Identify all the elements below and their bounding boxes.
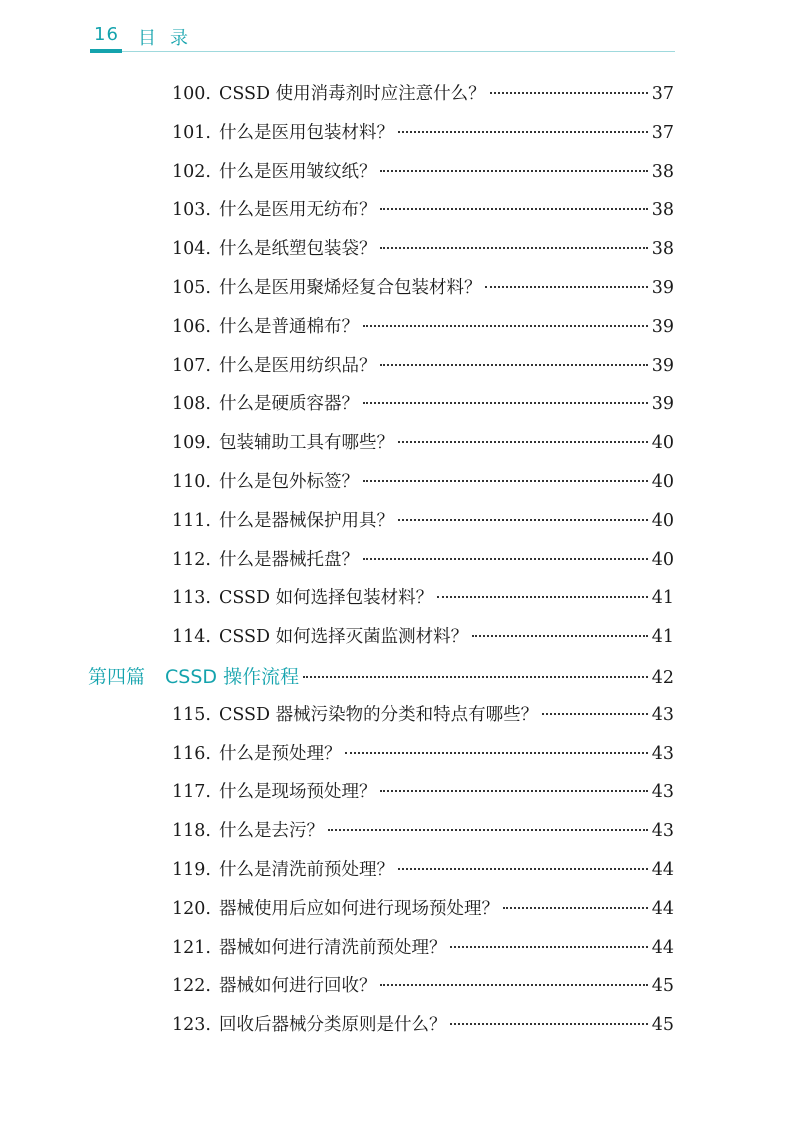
toc-entry-title: 器械如何进行清洗前预处理？ xyxy=(218,937,447,958)
toc-part-heading[interactable] xyxy=(88,662,674,692)
toc-entry[interactable] xyxy=(172,507,674,537)
toc-page-number: 43 xyxy=(651,743,674,764)
toc-entry-number: 107. xyxy=(172,355,211,376)
toc-leader-dots xyxy=(542,713,648,715)
toc-entry-number: 104. xyxy=(172,239,211,260)
toc-leader-dots xyxy=(485,286,647,288)
toc-entry-number: 101. xyxy=(172,122,211,143)
toc-leader-dots xyxy=(398,131,648,133)
toc-entry[interactable] xyxy=(172,817,674,847)
toc-entry-number: 113. xyxy=(172,588,211,609)
toc-entry-number: 118. xyxy=(172,821,211,842)
toc-entry[interactable] xyxy=(172,972,674,1002)
toc-page-number: 38 xyxy=(651,200,674,221)
toc-entry-title: 什么是去污？ xyxy=(218,821,324,842)
toc-page-number: 40 xyxy=(651,433,674,454)
toc-page-number: 39 xyxy=(651,278,674,298)
toc-entry-title: 包装辅助工具有哪些？ xyxy=(218,433,394,454)
toc-leader-dots xyxy=(380,208,647,210)
toc-leader-dots xyxy=(472,635,648,637)
toc-entry-title: 什么是清洗前预处理？ xyxy=(218,860,394,880)
toc-entry-title: CSSD 器械污染物的分类和特点有哪些？ xyxy=(218,704,539,725)
toc-page-number: 38 xyxy=(651,161,674,182)
toc-entry[interactable] xyxy=(172,701,674,731)
toc-leader-dots xyxy=(503,907,648,909)
header-rule xyxy=(90,51,675,52)
toc-part-label: 第四篇 xyxy=(88,666,146,688)
toc-leader-dots xyxy=(450,946,647,948)
header-page-number: 16 xyxy=(94,24,119,45)
toc-page-number: 40 xyxy=(651,472,674,492)
toc-entry[interactable] xyxy=(172,623,674,653)
toc-entry[interactable] xyxy=(172,895,674,925)
toc-entry-number: 112. xyxy=(172,549,211,570)
toc-entry[interactable] xyxy=(172,740,674,770)
toc-entry[interactable] xyxy=(172,429,674,459)
toc-page-number: 40 xyxy=(651,549,674,570)
toc-entry-number: 108. xyxy=(172,394,211,415)
toc-entry-title: 什么是医用纺织品？ xyxy=(218,355,377,376)
toc-leader-dots xyxy=(380,984,647,986)
toc-page-number: 43 xyxy=(651,782,674,803)
toc-page-number: 44 xyxy=(651,937,674,958)
toc-entry[interactable] xyxy=(172,934,674,964)
toc-entry[interactable] xyxy=(172,196,674,226)
toc-entry[interactable] xyxy=(172,584,674,614)
toc-entry[interactable] xyxy=(172,274,674,304)
running-header xyxy=(90,22,675,52)
toc-entry[interactable] xyxy=(172,468,674,498)
toc-leader-dots xyxy=(363,325,648,327)
toc-entry[interactable] xyxy=(172,1011,674,1041)
toc-leader-dots xyxy=(437,596,648,598)
header-accent-bar xyxy=(90,49,122,53)
toc-entry-title: 什么是包外标签？ xyxy=(218,472,359,492)
toc-leader-dots xyxy=(380,170,647,172)
toc-entry-title: CSSD 使用消毒剂时应注意什么？ xyxy=(218,84,486,104)
toc-page-number: 45 xyxy=(651,1015,674,1036)
toc-leader-dots xyxy=(328,829,648,831)
toc-part-title: CSSD 操作流程 xyxy=(165,666,300,688)
toc-entry[interactable] xyxy=(172,390,674,420)
toc-entry-number: 109. xyxy=(172,433,211,454)
toc-entry[interactable] xyxy=(172,778,674,808)
toc-page-number: 43 xyxy=(651,821,674,842)
header-title: 目录 xyxy=(138,28,202,49)
toc-entry-number: 103. xyxy=(172,200,211,221)
toc-leader-dots xyxy=(380,247,647,249)
toc-page-number: 45 xyxy=(651,976,674,997)
toc-entry[interactable] xyxy=(172,313,674,343)
toc-leader-dots xyxy=(490,92,648,94)
toc-leader-dots xyxy=(398,519,648,521)
toc-entry-number: 115. xyxy=(172,704,211,725)
toc-entry-title: 器械如何进行回收？ xyxy=(218,976,377,997)
toc-leader-dots xyxy=(363,480,648,482)
toc-page-number: 42 xyxy=(651,668,674,688)
toc-entry-number: 121. xyxy=(172,937,211,958)
toc-page-number: 37 xyxy=(651,84,674,104)
toc-entry-number: 111. xyxy=(172,510,211,531)
toc-entry[interactable] xyxy=(172,546,674,576)
toc-page-number: 37 xyxy=(651,122,674,143)
toc-entry-title: 什么是器械托盘？ xyxy=(218,549,359,570)
toc-entry[interactable] xyxy=(172,856,674,886)
toc-entry-title: CSSD 如何选择灭菌监测材料？ xyxy=(218,627,469,648)
toc-page-number: 44 xyxy=(651,898,674,919)
toc-entry[interactable] xyxy=(172,119,674,149)
toc-entry-number: 100. xyxy=(172,84,211,104)
toc-page-number: 39 xyxy=(651,355,674,376)
toc-leader-dots xyxy=(363,402,648,404)
toc-entry-number: 119. xyxy=(172,860,211,880)
toc-entry-title: 器械使用后应如何进行现场预处理？ xyxy=(218,898,499,919)
toc-leader-dots xyxy=(363,558,648,560)
toc-entry-title: 什么是硬质容器？ xyxy=(218,394,359,415)
toc-entry-title: 什么是医用无纺布？ xyxy=(218,200,377,221)
toc-page-number: 39 xyxy=(651,316,674,337)
toc-page-number: 41 xyxy=(651,627,674,648)
toc-entry-number: 117. xyxy=(172,782,211,803)
toc-entry-title: 什么是医用皱纹纸？ xyxy=(218,161,377,182)
toc-entry-title: 什么是普通棉布？ xyxy=(218,316,359,337)
toc-page-number: 43 xyxy=(651,704,674,725)
toc-page-number: 44 xyxy=(651,860,674,880)
toc-entry-number: 122. xyxy=(172,976,211,997)
toc-entry-title: 什么是现场预处理？ xyxy=(218,782,377,803)
toc-entry-number: 105. xyxy=(172,278,211,298)
toc-entry-number: 110. xyxy=(172,472,211,492)
toc-page-number: 39 xyxy=(651,394,674,415)
toc-entry-number: 120. xyxy=(172,898,211,919)
toc-entry[interactable] xyxy=(172,158,674,188)
toc-leader-dots xyxy=(380,790,647,792)
toc-entry-title: 什么是预处理？ xyxy=(218,743,342,764)
toc-page-number: 38 xyxy=(651,239,674,260)
toc-entry[interactable] xyxy=(172,352,674,382)
toc-leader-dots xyxy=(450,1023,647,1025)
toc-entry-title: 什么是纸塑包装袋？ xyxy=(218,239,377,260)
toc-leader-dots xyxy=(345,752,647,754)
toc-entry[interactable] xyxy=(172,80,674,110)
toc-entry-number: 106. xyxy=(172,316,211,337)
toc-entry-number: 102. xyxy=(172,161,211,182)
toc-entry-number: 114. xyxy=(172,627,211,648)
toc-entry-title: 回收后器械分类原则是什么？ xyxy=(218,1015,447,1036)
toc-entry-title: 什么是医用包装材料？ xyxy=(218,122,394,143)
toc-leader-dots xyxy=(380,364,647,366)
toc-entry-title: 什么是器械保护用具？ xyxy=(218,510,394,531)
toc-page-number: 40 xyxy=(651,510,674,531)
toc-entry-number: 123. xyxy=(172,1015,211,1036)
toc-leader-dots xyxy=(398,868,648,870)
toc-entry-number: 116. xyxy=(172,743,211,764)
toc-leader-dots xyxy=(398,441,648,443)
toc-entry-title: 什么是医用聚烯烃复合包装材料？ xyxy=(218,278,482,298)
toc-entry[interactable] xyxy=(172,235,674,265)
toc-leader-dots xyxy=(303,676,648,678)
toc-entry-title: CSSD 如何选择包装材料？ xyxy=(218,588,434,609)
toc-page-number: 41 xyxy=(651,588,674,609)
